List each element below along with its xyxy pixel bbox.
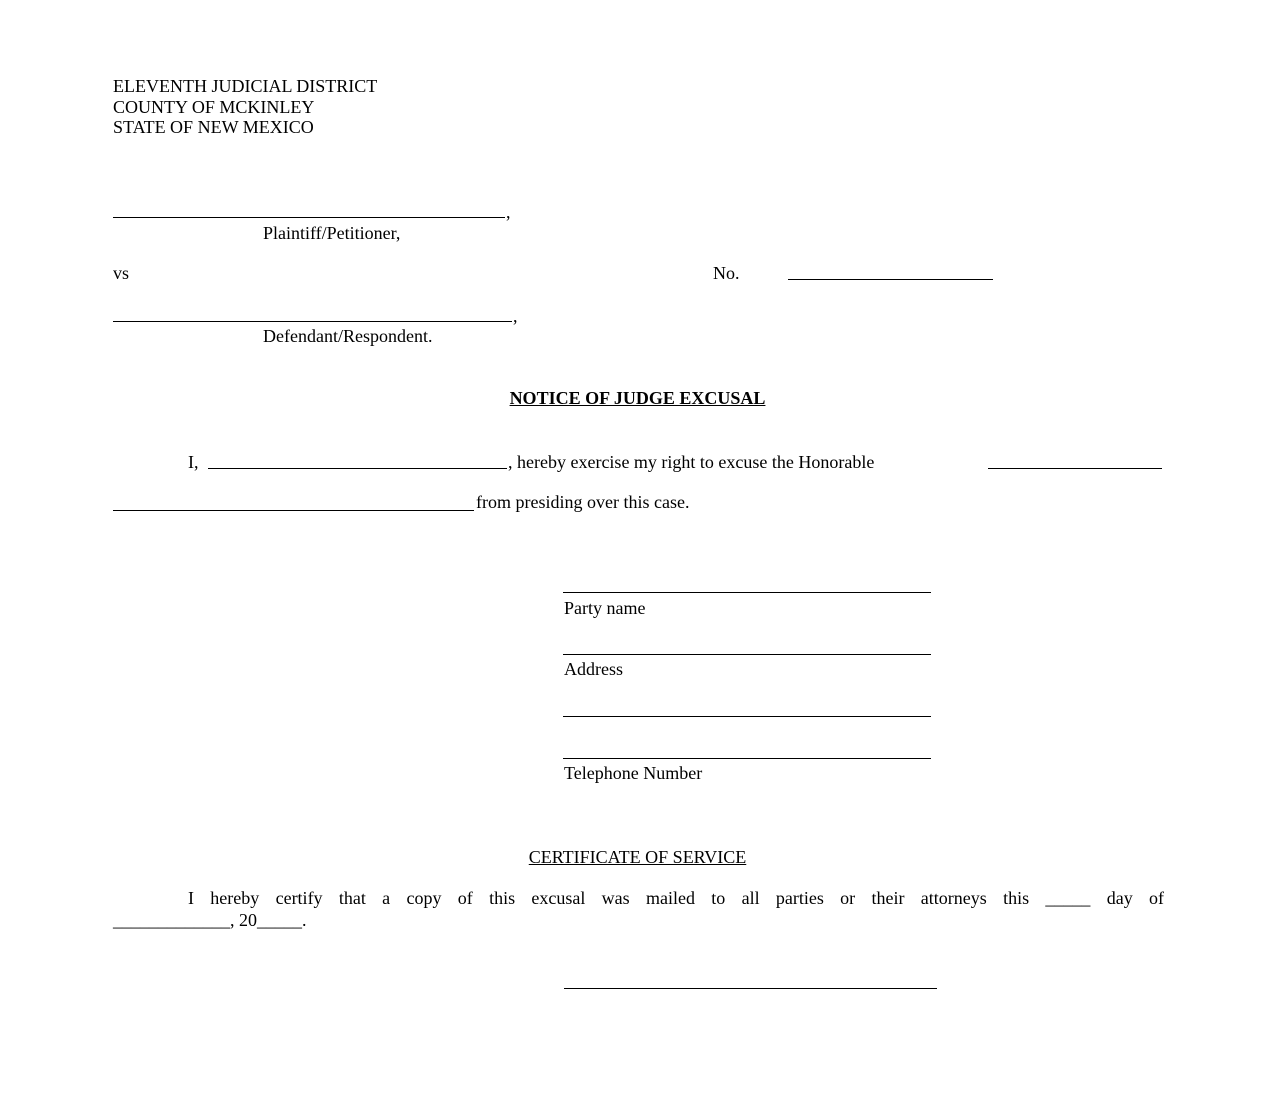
defendant-comma: , — [513, 306, 518, 326]
certificate-line-1: I hereby certify that a copy of this excusal was mailed to all parties or their attorneys this _____ day of — [188, 888, 1164, 908]
telephone-line[interactable] — [563, 758, 931, 759]
notice-title: NOTICE OF JUDGE EXCUSAL — [509, 388, 766, 408]
judge-name-blank-continued[interactable] — [113, 510, 474, 511]
address-line-1[interactable] — [563, 654, 931, 655]
notice-suffix: from presiding over this case. — [476, 492, 690, 512]
telephone-label: Telephone Number — [564, 763, 703, 783]
defendant-name-line[interactable] — [113, 321, 512, 322]
case-number-label: No. — [713, 263, 740, 283]
plaintiff-name-line[interactable] — [113, 217, 505, 218]
court-county: COUNTY OF MCKINLEY — [113, 97, 315, 117]
defendant-label: Defendant/Respondent. — [263, 326, 433, 346]
party-name-line[interactable] — [563, 592, 931, 593]
address-label: Address — [564, 659, 623, 679]
certificate-line-2: _____________, 20_____. — [113, 910, 307, 930]
plaintiff-comma: , — [506, 202, 511, 222]
party-name-label: Party name — [564, 598, 646, 618]
court-state: STATE OF NEW MEXICO — [113, 117, 314, 137]
judge-name-blank[interactable] — [988, 468, 1162, 469]
versus-label: vs — [113, 263, 130, 283]
address-line-2[interactable] — [563, 716, 931, 717]
notice-middle: , hereby exercise my right to excuse the Honorable — [508, 452, 875, 472]
party-name-blank[interactable] — [208, 468, 507, 469]
certificate-signature-line[interactable] — [564, 988, 937, 989]
certificate-title: CERTIFICATE OF SERVICE — [528, 847, 747, 867]
plaintiff-label: Plaintiff/Petitioner, — [263, 223, 401, 243]
case-number-line[interactable] — [788, 279, 993, 280]
court-district: ELEVENTH JUDICIAL DISTRICT — [113, 76, 378, 96]
notice-prefix: I, — [188, 452, 199, 472]
